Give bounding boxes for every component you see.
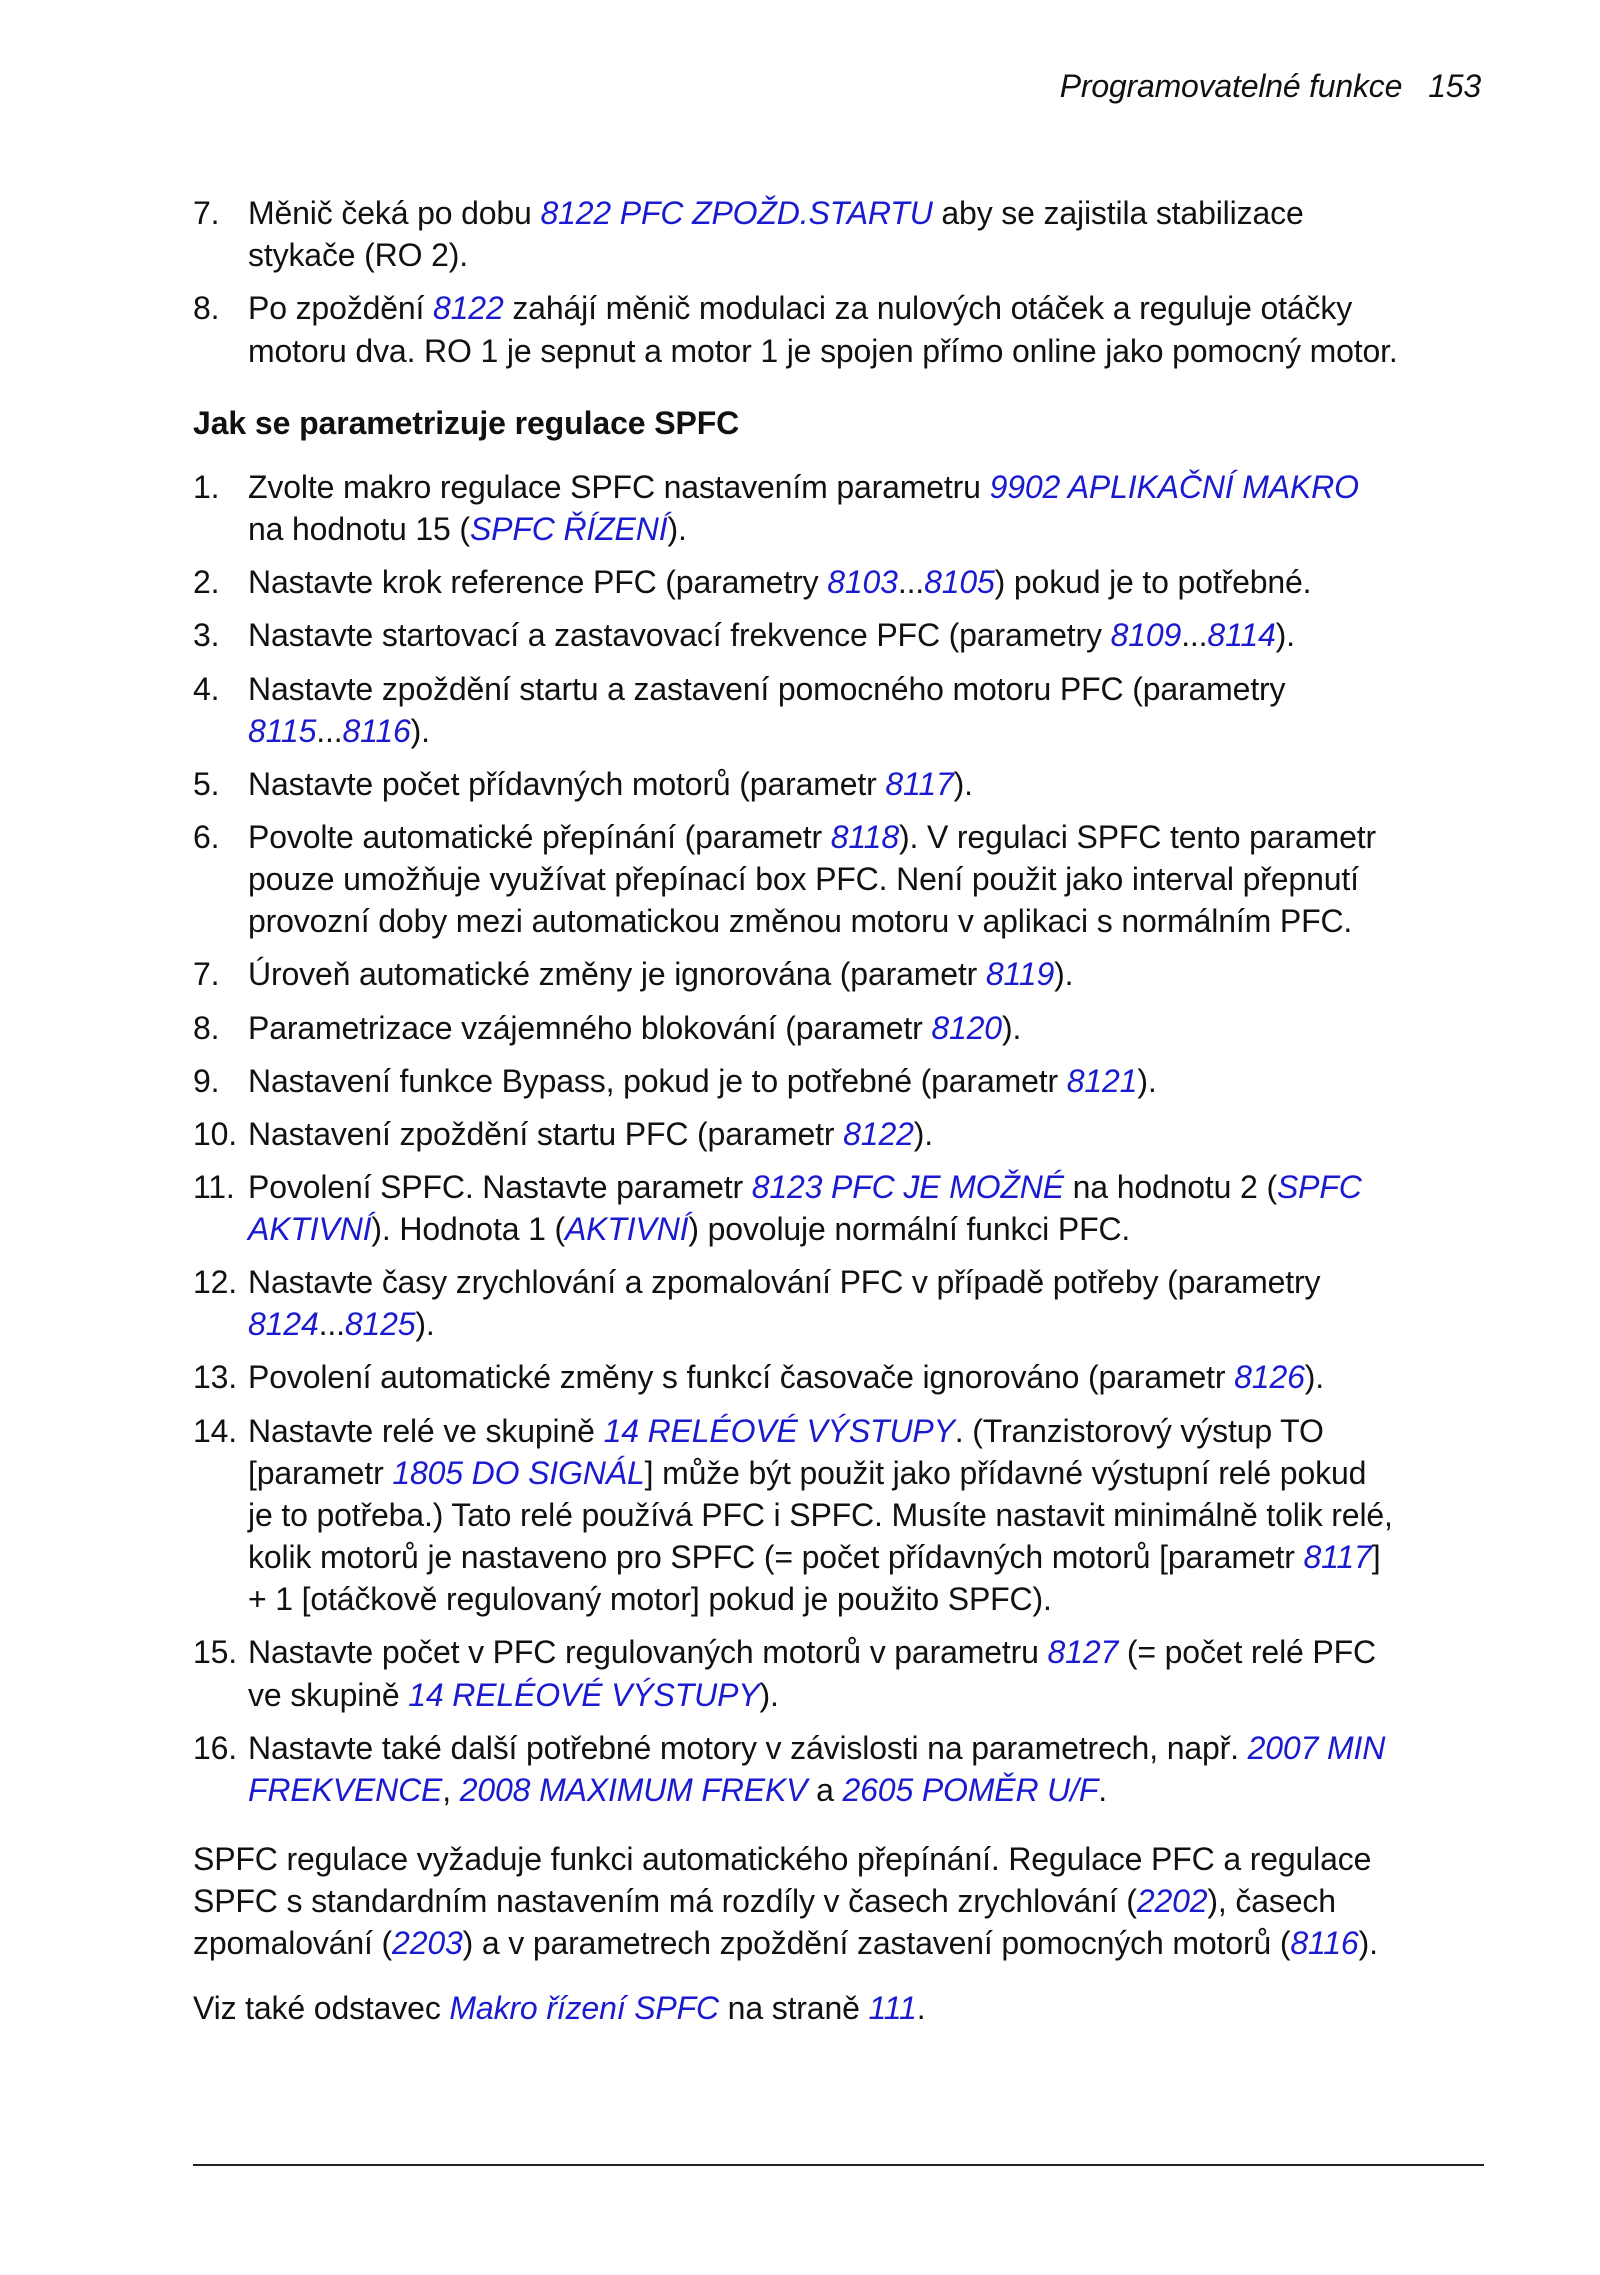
parameter-link[interactable]: 8122 — [433, 290, 504, 327]
parameter-link[interactable]: 8117 — [885, 765, 954, 802]
text-run: ). — [415, 1306, 435, 1343]
text-run: ). — [667, 511, 687, 548]
parameter-link[interactable]: 1805 DO SIGNÁL — [392, 1454, 645, 1491]
parameter-link[interactable]: 14 RELÉOVÉ VÝSTUPY — [408, 1676, 760, 1713]
text-run: Povolení automatické změny s funkcí časovače ignorováno (parametr — [248, 1359, 1235, 1396]
text-run: Povolte automatické přepínání (parametr — [248, 818, 831, 855]
parameter-link[interactable]: Makro řízení SPFC — [449, 1989, 719, 2026]
text-run: [parametr — [248, 1454, 393, 1491]
parameter-link[interactable]: AKTIVNÍ — [564, 1211, 689, 1247]
text-run: Nastavte počet v PFC regulovaných motorů v parametru — [248, 1634, 1048, 1671]
line-text — [248, 1494, 1393, 1536]
text-run: ). — [410, 712, 430, 749]
list-number: 12. — [193, 1264, 238, 1301]
line-text — [248, 858, 1359, 900]
parameter-link[interactable]: 2008 MAXIMUM FREKV — [459, 1771, 808, 1808]
parameter-link[interactable]: 8116 — [1290, 1925, 1359, 1962]
text-run: Měnič čeká po dobu — [248, 195, 541, 231]
text-run: ] může být použit jako přídavné výstupní relé pokud — [644, 1454, 1367, 1491]
text-run: Po zpoždění — [248, 290, 433, 327]
parameter-link[interactable]: 8114 — [1207, 617, 1276, 654]
line-text — [248, 1356, 1324, 1398]
text-run: Nastavte krok reference PFC (parametry — [248, 564, 828, 601]
text-run: ). — [1304, 1359, 1324, 1396]
list-number: 7. — [193, 956, 220, 993]
line-text — [248, 1166, 1362, 1208]
parameter-link[interactable]: 8123 PFC JE MOŽNÉ — [751, 1168, 1064, 1205]
text-run: ... — [318, 1306, 345, 1343]
text-run: stykače (RO 2). — [248, 237, 469, 274]
list-number: 13. — [193, 1359, 238, 1396]
parameter-link[interactable]: 8103 — [827, 564, 898, 601]
line-text — [248, 816, 1376, 858]
parameter-link[interactable]: 8126 — [1234, 1359, 1305, 1396]
list-number: 4. — [193, 670, 220, 707]
list-number: 15. — [193, 1634, 238, 1671]
text-run: Nastavte relé ve skupině — [248, 1412, 604, 1449]
text-run: ) povoluje normální funkci PFC. — [688, 1211, 1131, 1247]
list-number: 8. — [193, 1009, 220, 1046]
text-run: na hodnotu 15 ( — [248, 511, 470, 548]
line-text — [248, 1452, 1366, 1494]
line-text — [248, 614, 1295, 656]
text-run: , — [442, 1771, 460, 1808]
text-run: ) pokud je to potřebné. — [994, 564, 1312, 601]
line-text — [248, 330, 1398, 372]
text-run: provozní doby mezi automatickou změnou motoru v aplikaci s normálním PFC. — [248, 903, 1353, 940]
text-run: Nastavte zpoždění startu a zastavení pomocného motoru PFC (parametry — [248, 670, 1286, 707]
footer-rule — [193, 2164, 1484, 2166]
line-text — [248, 1007, 1021, 1049]
line-text — [248, 234, 468, 276]
line-text — [248, 1578, 1052, 1620]
text-run: ... — [1181, 617, 1208, 654]
text-run: SPFC s standardním nastavením má rozdíly v časech zrychlování ( — [193, 1883, 1137, 1920]
text-run: ). — [759, 1676, 779, 1713]
line-text — [248, 508, 687, 550]
line-text — [248, 1631, 1376, 1673]
text-run: ). — [1358, 1925, 1378, 1962]
text-run: Povolení SPFC. Nastavte parametr — [248, 1168, 752, 1205]
line-text — [193, 1922, 1378, 1964]
parameter-link[interactable]: 8118 — [830, 818, 899, 855]
parameter-link[interactable]: 9902 APLIKAČNÍ MAKRO — [989, 469, 1359, 505]
list-number: 14. — [193, 1412, 238, 1449]
line-text — [248, 1060, 1157, 1102]
text-run: . (Tranzistorový výstup TO — [954, 1412, 1324, 1449]
text-run: Zvolte makro regulace SPFC nastavením parametru — [248, 469, 990, 505]
list-number: 9. — [193, 1062, 220, 1099]
line-text — [248, 763, 973, 805]
parameter-link[interactable]: 111 — [868, 1989, 917, 2026]
list-number: 5. — [193, 765, 220, 802]
list-number: 7. — [193, 195, 220, 231]
text-run: ). V regulaci SPFC tento parametr — [898, 818, 1377, 855]
section-heading: Jak se parametrizuje regulace SPFC — [193, 405, 740, 441]
parameter-link[interactable]: 2203 — [392, 1925, 463, 1962]
list-number: 10. — [193, 1115, 238, 1152]
text-run: ) a v parametrech zpoždění zastavení pomocných motorů ( — [462, 1925, 1291, 1962]
line-text — [248, 1536, 1380, 1578]
list-number: 16. — [193, 1729, 238, 1766]
line-text — [193, 1838, 1371, 1880]
parameter-link[interactable]: 8109 — [1110, 617, 1182, 654]
line-text — [248, 1410, 1324, 1452]
list-number: 11. — [193, 1168, 235, 1205]
line-text — [248, 1113, 933, 1155]
text-run: . — [1098, 1771, 1108, 1808]
parameter-link[interactable]: 8116 — [342, 712, 411, 749]
text-run: zahájí měnič modulaci za nulových otáček a reguluje otáčky — [503, 290, 1353, 327]
text-run: aby se zajistila stabilizace — [932, 195, 1304, 231]
parameter-link[interactable]: 8121 — [1066, 1062, 1138, 1099]
list-number: 2. — [193, 564, 220, 601]
text-run: Nastavení funkce Bypass, pokud je to potřebné (parametr — [248, 1062, 1067, 1099]
line-text — [193, 1987, 925, 2029]
text-run: Viz také odstavec — [193, 1989, 450, 2026]
parameter-link[interactable]: AKTIVNÍ — [248, 1211, 372, 1247]
parameter-link[interactable]: 8117 — [1303, 1539, 1372, 1576]
text-run: Nastavte počet přídavných motorů (parametr — [248, 765, 886, 802]
text-run: Nastavte časy zrychlování a zpomalování PFC v případě potřeby (parametry — [248, 1264, 1321, 1301]
list-number: 1. — [193, 469, 220, 505]
parameter-link[interactable]: 2007 MIN — [1247, 1729, 1386, 1766]
parameter-link[interactable]: FREKVENCE — [248, 1771, 443, 1808]
line-text — [248, 953, 1073, 995]
text-run: ). Hodnota 1 ( — [371, 1211, 565, 1247]
line-text — [193, 1880, 1336, 1922]
list-number: 3. — [193, 617, 220, 654]
text-run: zpomalování ( — [193, 1925, 393, 1962]
text-run: a — [807, 1771, 843, 1808]
list-number: 6. — [193, 818, 220, 855]
line-text — [248, 1727, 1385, 1769]
text-run: ve skupině — [248, 1676, 409, 1713]
text-run: Nastavte startovací a zastavovací frekvence PFC (parametry — [248, 617, 1111, 654]
text-run: ). — [953, 765, 973, 802]
text-run: na straně — [718, 1989, 869, 2026]
parameter-link[interactable]: 14 RELÉOVÉ VÝSTUPY — [603, 1412, 955, 1449]
line-text — [248, 466, 1359, 508]
line-text — [248, 561, 1311, 603]
line-text — [248, 192, 1304, 234]
text-run: ). — [1137, 1062, 1157, 1099]
text-run: ). — [1275, 617, 1295, 654]
text-run: kolik motorů je nastaveno pro SPFC (= počet přídavných motorů [parametr — [248, 1539, 1304, 1576]
parameter-link[interactable]: 8120 — [931, 1009, 1002, 1046]
page-number: 153 — [1428, 68, 1481, 104]
parameter-link[interactable]: 8115 — [248, 712, 317, 749]
text-run: (= počet relé PFC — [1118, 1634, 1376, 1671]
text-run: je to potřeba.) Tato relé používá PFC i SPFC. Musíte nastavit minimálně tolik relé, — [248, 1496, 1393, 1533]
text-run: Úroveň automatické změny je ignorována (parametr — [248, 956, 986, 993]
line-text — [248, 1261, 1320, 1303]
text-run: na hodnotu 2 ( — [1063, 1168, 1277, 1205]
list-number: 8. — [193, 290, 220, 327]
parameter-link[interactable]: 8122 — [843, 1115, 914, 1152]
text-run: ... — [897, 564, 925, 601]
parameter-link[interactable]: SPFC — [1276, 1168, 1362, 1205]
text-run: Nastavte také další potřebné motory v závislosti na parametrech, např. — [248, 1729, 1248, 1766]
parameter-link[interactable]: 8127 — [1047, 1634, 1119, 1671]
parameter-link[interactable]: 8122 PFC ZPOŽD.STARTU — [540, 195, 933, 231]
line-text — [248, 1674, 779, 1716]
text-run: Nastavení zpoždění startu PFC (parametr — [248, 1115, 844, 1152]
line-text — [248, 287, 1352, 329]
text-run: ] — [1371, 1539, 1381, 1576]
text-run: ... — [316, 712, 343, 749]
text-run: ). — [1001, 1009, 1022, 1046]
line-text — [248, 1303, 435, 1345]
parameter-link[interactable]: 8105 — [924, 564, 995, 601]
text-run: motoru dva. RO 1 je sepnut a motor 1 je spojen přímo online jako pomocný motor. — [248, 332, 1398, 369]
parameter-link[interactable]: 8119 — [985, 956, 1055, 993]
parameter-link[interactable]: 2202 — [1136, 1883, 1208, 1920]
text-run: ). — [1054, 956, 1074, 993]
text-run: . — [916, 1989, 926, 2026]
line-text — [248, 1208, 1130, 1250]
running-header — [1060, 66, 1481, 106]
parameter-link[interactable]: 2605 POMĚR U/F — [842, 1771, 1099, 1808]
text-run: Parametrizace vzájemného blokování (parametr — [248, 1009, 932, 1046]
text-run: ), časech — [1207, 1883, 1336, 1920]
text-run: pouze umožňuje využívat přepínací box PFC. Není použit jako interval přepnutí — [248, 861, 1359, 898]
text-run: + 1 [otáčkově regulovaný motor] pokud je použito SPFC). — [248, 1581, 1052, 1618]
parameter-link[interactable]: 8125 — [344, 1306, 416, 1343]
text-run: ). — [913, 1115, 933, 1152]
line-text — [248, 1769, 1107, 1811]
parameter-link[interactable]: SPFC ŘÍZENÍ — [469, 511, 668, 548]
header-title: Programovatelné funkce — [1059, 68, 1403, 104]
text-run: SPFC regulace vyžaduje funkci automatického přepínání. Regulace PFC a regulace — [193, 1841, 1372, 1877]
line-text — [248, 900, 1352, 942]
parameter-link[interactable]: 8124 — [248, 1306, 319, 1343]
line-text — [248, 668, 1285, 710]
line-text — [248, 710, 430, 752]
